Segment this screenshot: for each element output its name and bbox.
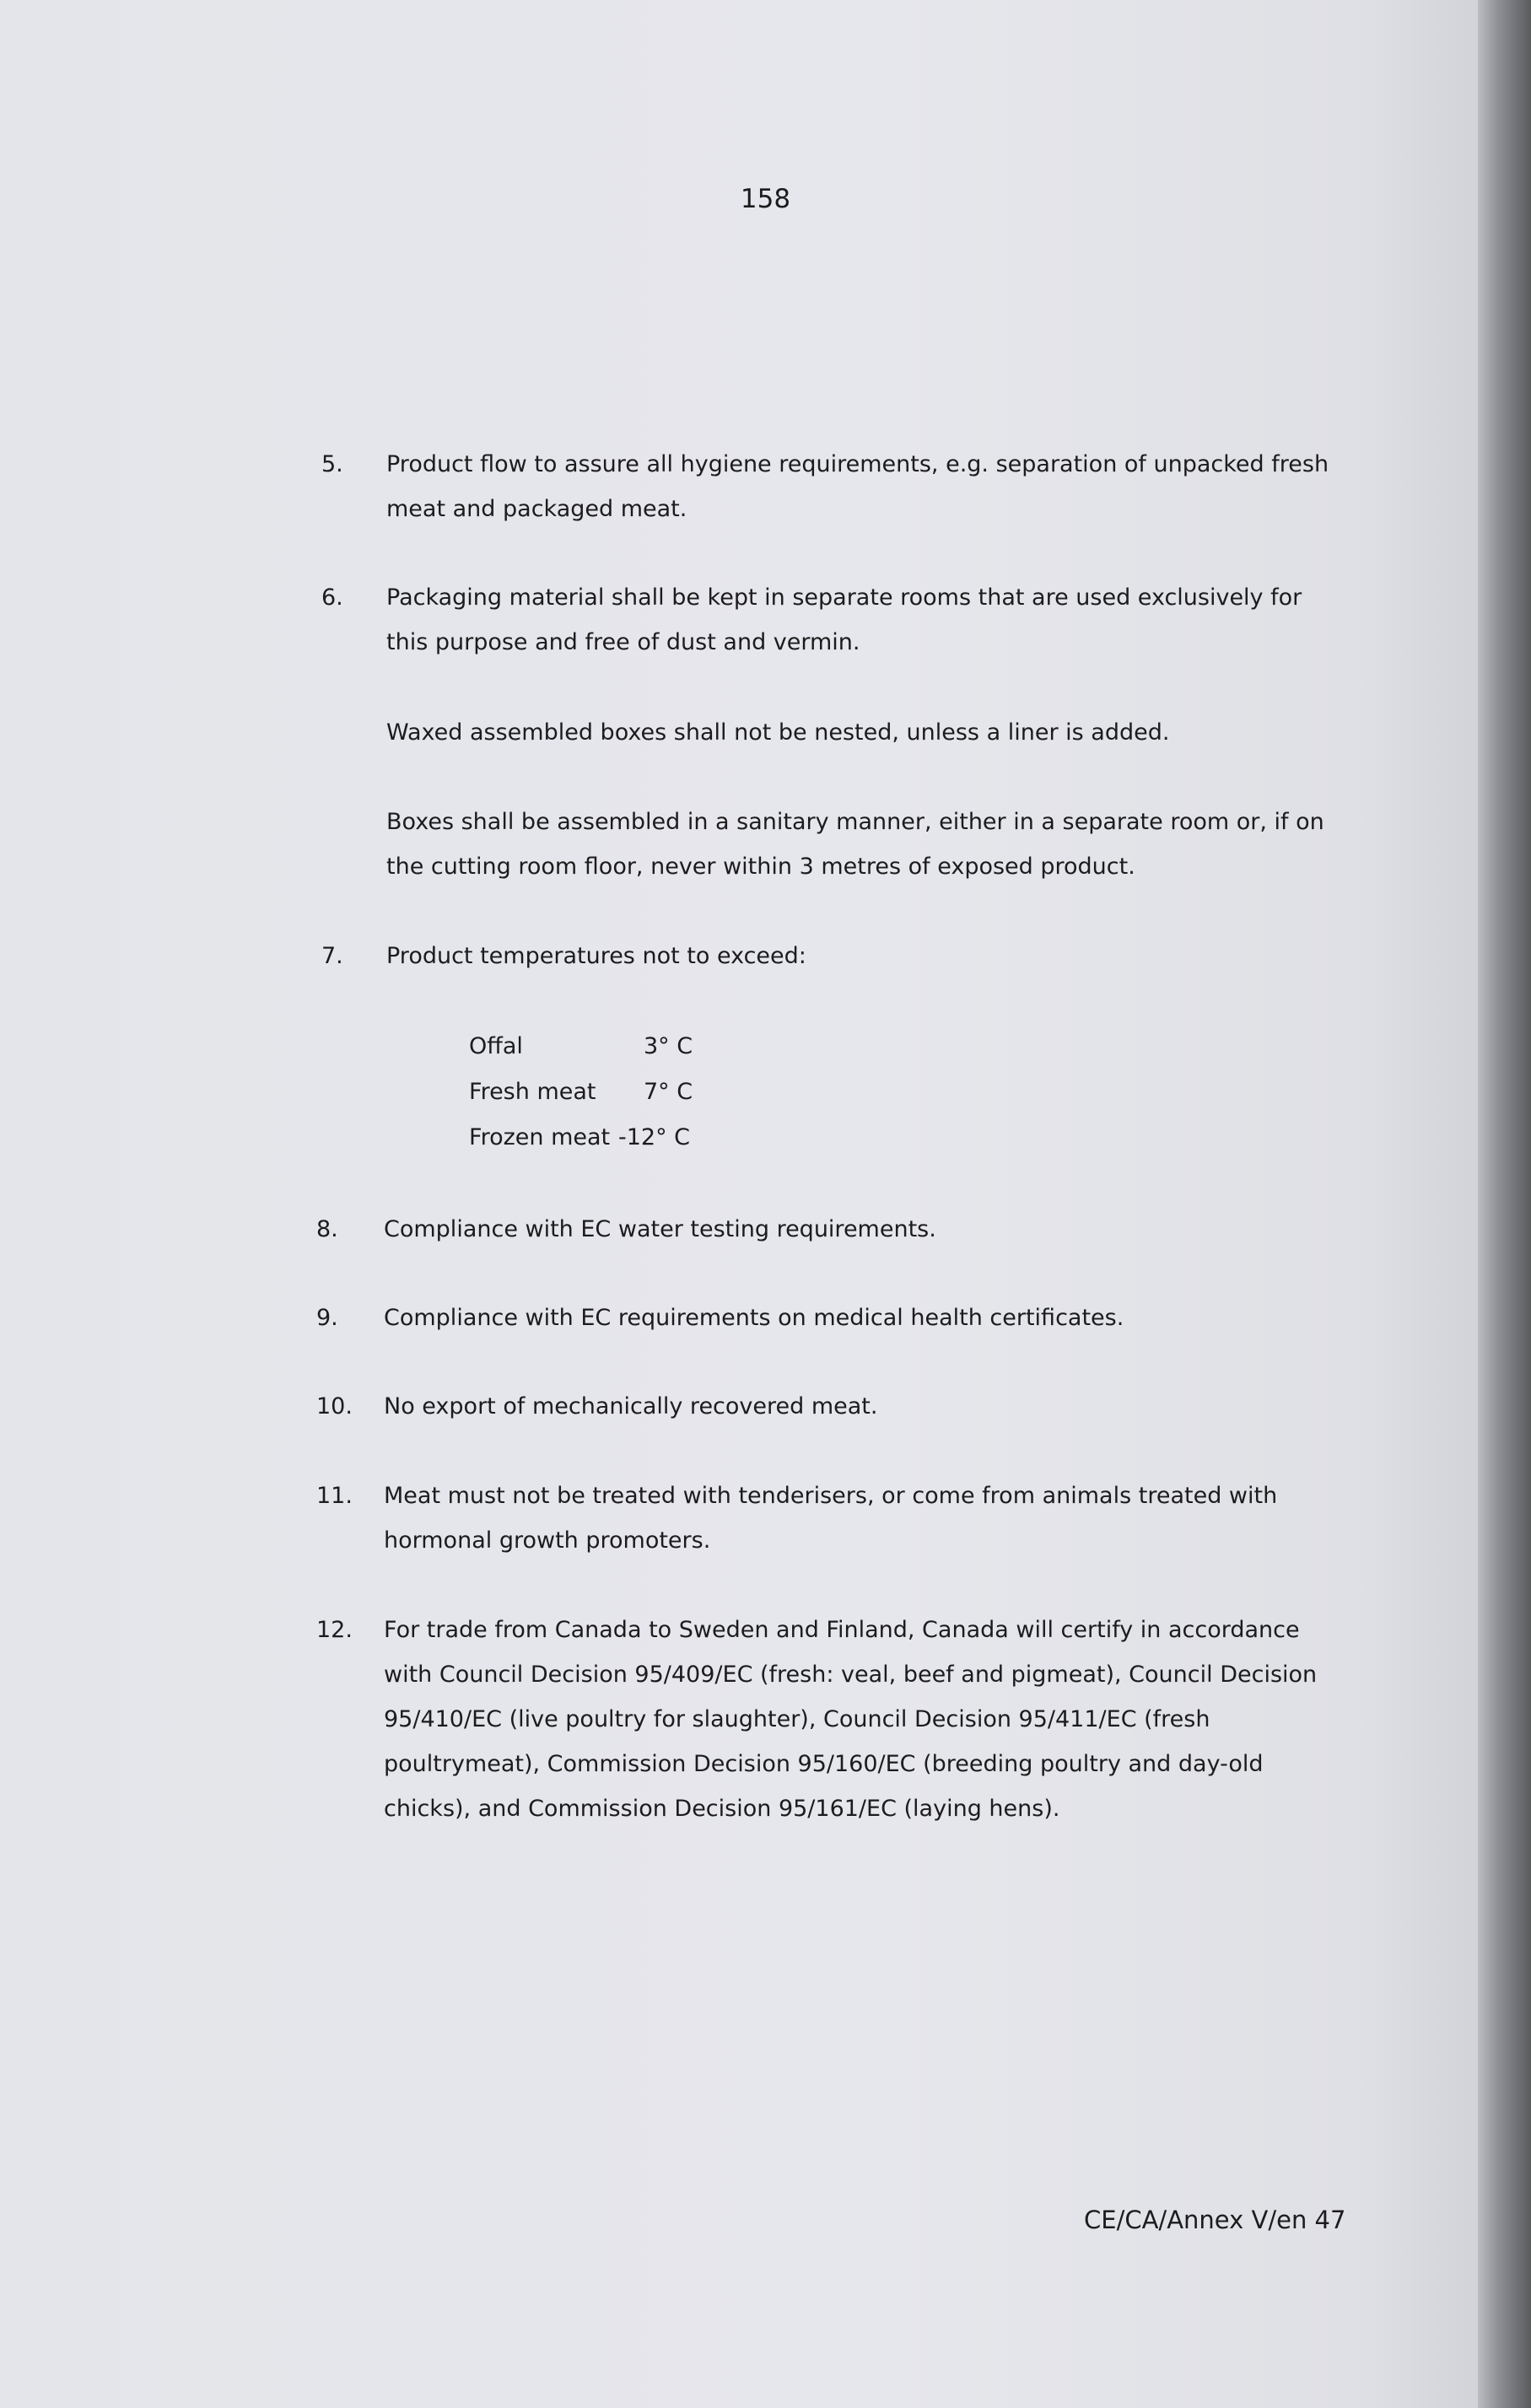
item-number: 7.: [321, 943, 343, 969]
temperature-value: 7° C: [644, 1079, 693, 1105]
item-number: 9.: [316, 1305, 338, 1331]
item-text: For trade from Canada to Sweden and Finland, Canada will certify in accordance with Council Decision 95/409/EC (fresh: veal, beef and pigmeat), Council Decision 95/410/EC (live poultry for slaughter), Council Decision 95/411/EC (fresh poultrymeat), Commission Decision 95/160/EC (breeding poultry and day-old chicks), and Commission Decision 95/161/EC (laying hens).: [384, 1617, 1318, 1822]
item-text: Packaging material shall be kept in separate rooms that are used exclusively for this purpose and free of dust and vermin.: [386, 584, 1302, 655]
item-text: Waxed assembled boxes shall not be nested, unless a liner is added.: [386, 719, 1170, 746]
item-number: 6.: [321, 584, 343, 611]
temperature-value: -12° C: [618, 1124, 691, 1150]
item-number: 12.: [316, 1617, 353, 1643]
item-text: Compliance with EC requirements on medical health certificates.: [384, 1305, 1124, 1331]
item-number: 10.: [316, 1393, 353, 1419]
item-text: Product temperatures not to exceed:: [386, 943, 806, 969]
item-text: No export of mechanically recovered meat.: [384, 1393, 878, 1419]
page-edge-shadow: [1478, 0, 1531, 2408]
temperature-label: Offal: [469, 1033, 523, 1059]
temperature-label: Fresh meat: [469, 1079, 596, 1105]
item-text: Boxes shall be assembled in a sanitary manner, either in a separate room or, if on the cutting room floor, never within 3 metres of exposed product.: [386, 809, 1324, 880]
item-text: Product flow to assure all hygiene requirements, e.g. separation of unpacked fresh meat and packaged meat.: [386, 451, 1329, 522]
document-reference: CE/CA/Annex V/en 47: [1084, 2206, 1346, 2234]
item-number: 8.: [316, 1216, 338, 1242]
item-text: Compliance with EC water testing requirements.: [384, 1216, 936, 1242]
temperature-value: 3° C: [644, 1033, 693, 1059]
item-text: Meat must not be treated with tenderisers, or come from animals treated with hormonal growth promoters.: [384, 1483, 1278, 1554]
item-number: 5.: [321, 451, 343, 477]
temperature-label: Frozen meat: [469, 1124, 611, 1150]
page-number: 158: [740, 184, 791, 214]
item-number: 11.: [316, 1483, 353, 1509]
